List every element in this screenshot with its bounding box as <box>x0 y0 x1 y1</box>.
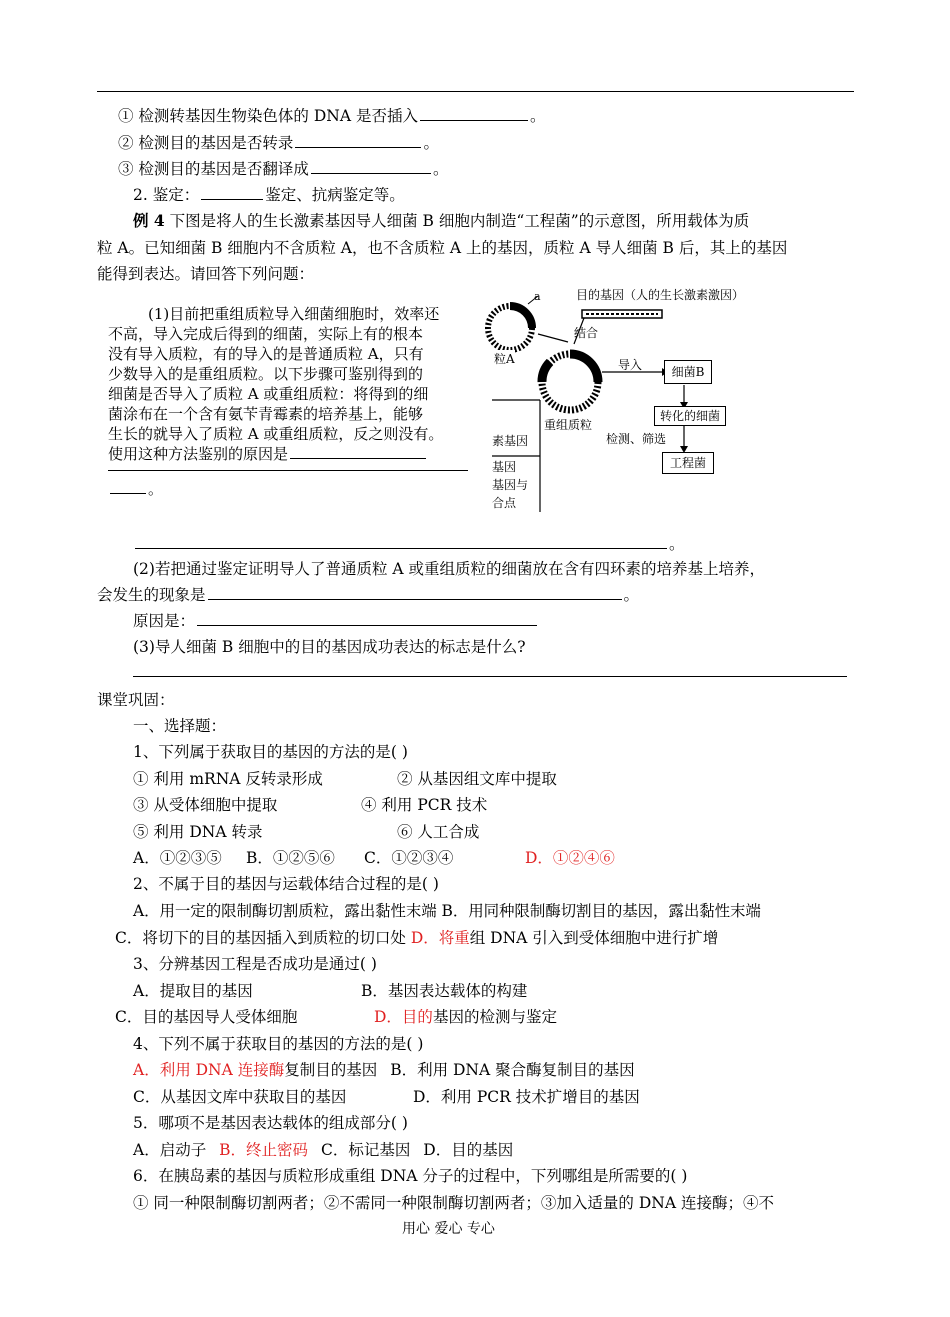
engineered-bacteria-box: 工程菌 <box>662 452 714 474</box>
mc-question-4: 4、下列不属于获取目的基因的方法的是( ) <box>133 1035 424 1053</box>
q6-options: ① 同一种限制酶切割两者；②不需同一种限制酶切割两者；③加入适量的 DNA 连接酶；④不 <box>133 1194 774 1212</box>
q2-choices-cd: C．将切下的目的基因插入到质粒的切口处 D．将重组 DNA 引入到受体细胞中进行扩增 <box>115 929 719 947</box>
blank <box>295 146 421 148</box>
detect-translation-line: ③ 检测目的基因是否翻译成 。 <box>118 160 449 178</box>
option-2: ② 从基因组文库中提取 <box>397 770 557 788</box>
blank <box>197 624 537 626</box>
answer-line-1: 。 <box>133 532 685 554</box>
question-3: (3)导人细菌 B 细胞中的目的基因成功表达的标志是什么? <box>133 638 526 656</box>
detect-dna-line: ① 检测转基因生物染色体的 DNA 是否插入 。 <box>118 107 546 125</box>
example-4-line-3: 能得到表达。请回答下列问题： <box>97 265 315 283</box>
q1-choice-d: D．①②④⑥ <box>525 849 615 867</box>
mc-question-1: 1、下列属于获取目的基因的方法的是( ) <box>133 743 408 761</box>
blank <box>135 547 667 549</box>
q1-choice-c: C．①②③④ <box>364 849 454 867</box>
option-3: ③ 从受体细胞中提取 <box>133 796 278 814</box>
bacteria-b-box: 细菌B <box>664 360 712 384</box>
identification-line: 2. 鉴定： 鉴定、抗病鉴定等。 <box>133 186 405 204</box>
q4-choice-d: D．利用 PCR 技术扩增目的基因 <box>413 1088 640 1106</box>
example-4-line-1: 例 4 下图是将人的生长激素基因导人细菌 B 细胞内制造“工程菌”的示意图，所用载体为质 <box>133 211 750 230</box>
q1-choice-a: A．①②③⑤ <box>133 849 222 867</box>
mc-question-6: 6．在胰岛素的基因与质粒形成重组 DNA 分子的过程中，下列哪组是所需要的( ) <box>133 1167 688 1185</box>
consolidation-heading: 课堂巩固： <box>97 691 175 709</box>
mc-question-2: 2、不属于目的基因与运载体结合过程的是( ) <box>133 875 439 893</box>
q3-choice-d: D．目的基因的检测与鉴定 <box>374 1008 557 1026</box>
footer: 用心 爱心 专心 <box>402 1221 495 1237</box>
option-4: ④ 利用 PCR 技术 <box>361 796 488 814</box>
example-label: 例 4 <box>133 211 165 230</box>
header-rule <box>97 91 854 92</box>
answer-line-3 <box>133 676 847 677</box>
question-2-line-2: 会发生的现象是 。 <box>97 586 640 604</box>
question-2-line-1: (2)若把通过鉴定证明导人了普通质粒 A 或重组质粒的细菌放在含有四环素的培养基上培养， <box>133 560 766 578</box>
q4-choices-ab: A．利用 DNA 连接酶复制目的基因 B．利用 DNA 聚合酶复制目的基因 <box>133 1061 635 1079</box>
detect-transcription-line: ② 检测目的基因是否转录 。 <box>118 134 439 152</box>
option-1: ① 利用 mRNA 反转录形成 <box>133 770 323 788</box>
blank <box>208 598 622 600</box>
blank <box>110 492 146 494</box>
blank <box>311 172 431 174</box>
q1-choice-b: B．①②⑤⑥ <box>246 849 335 867</box>
q4-choice-c: C．从基因文库中获取目的基因 <box>133 1088 347 1106</box>
option-6: ⑥ 人工合成 <box>397 823 480 841</box>
q3-choice-c: C．目的基因导人受体细胞 <box>115 1008 298 1026</box>
blank <box>290 457 426 459</box>
mc-question-3: 3、分辨基因工程是否成功是通过( ) <box>133 955 377 973</box>
q5-choices: A．启动子 B．终止密码 C．标记基因 D．目的基因 <box>133 1141 514 1159</box>
blank-line <box>108 470 468 471</box>
option-5: ⑤ 利用 DNA 转录 <box>133 823 263 841</box>
q3-choice-a: A．提取目的基因 <box>133 982 253 1000</box>
gene-engineering-diagram: a 目的基因（人的生长激素激因） 结合 粒A 导入 细菌B 重组质粒 转化的细菌 检测、筛选 工程菌 素基因 基因 基因与 合点 <box>478 282 764 514</box>
blank <box>420 119 528 121</box>
transformed-bacteria-box: 转化的细菌 <box>654 406 726 426</box>
example-4-line-2: 粒 A。已知细菌 B 细胞内不含质粒 A，也不含质粒 A 上的基因，质粒 A 导人细菌 B 后，其上的基因 <box>97 239 788 257</box>
q2-choices-ab: A．用一定的限制酶切割质粒，露出黏性末端 B．用同种限制酶切割目的基因，露出黏性末端 <box>133 902 761 920</box>
question-2-reason: 原因是： <box>133 609 539 631</box>
section-heading: 一、选择题： <box>133 717 227 735</box>
q3-choice-b: B．基因表达载体的构建 <box>361 982 528 1000</box>
blank <box>201 198 263 200</box>
mc-question-5: 5．哪项不是基因表达载体的组成部分( ) <box>133 1114 408 1132</box>
